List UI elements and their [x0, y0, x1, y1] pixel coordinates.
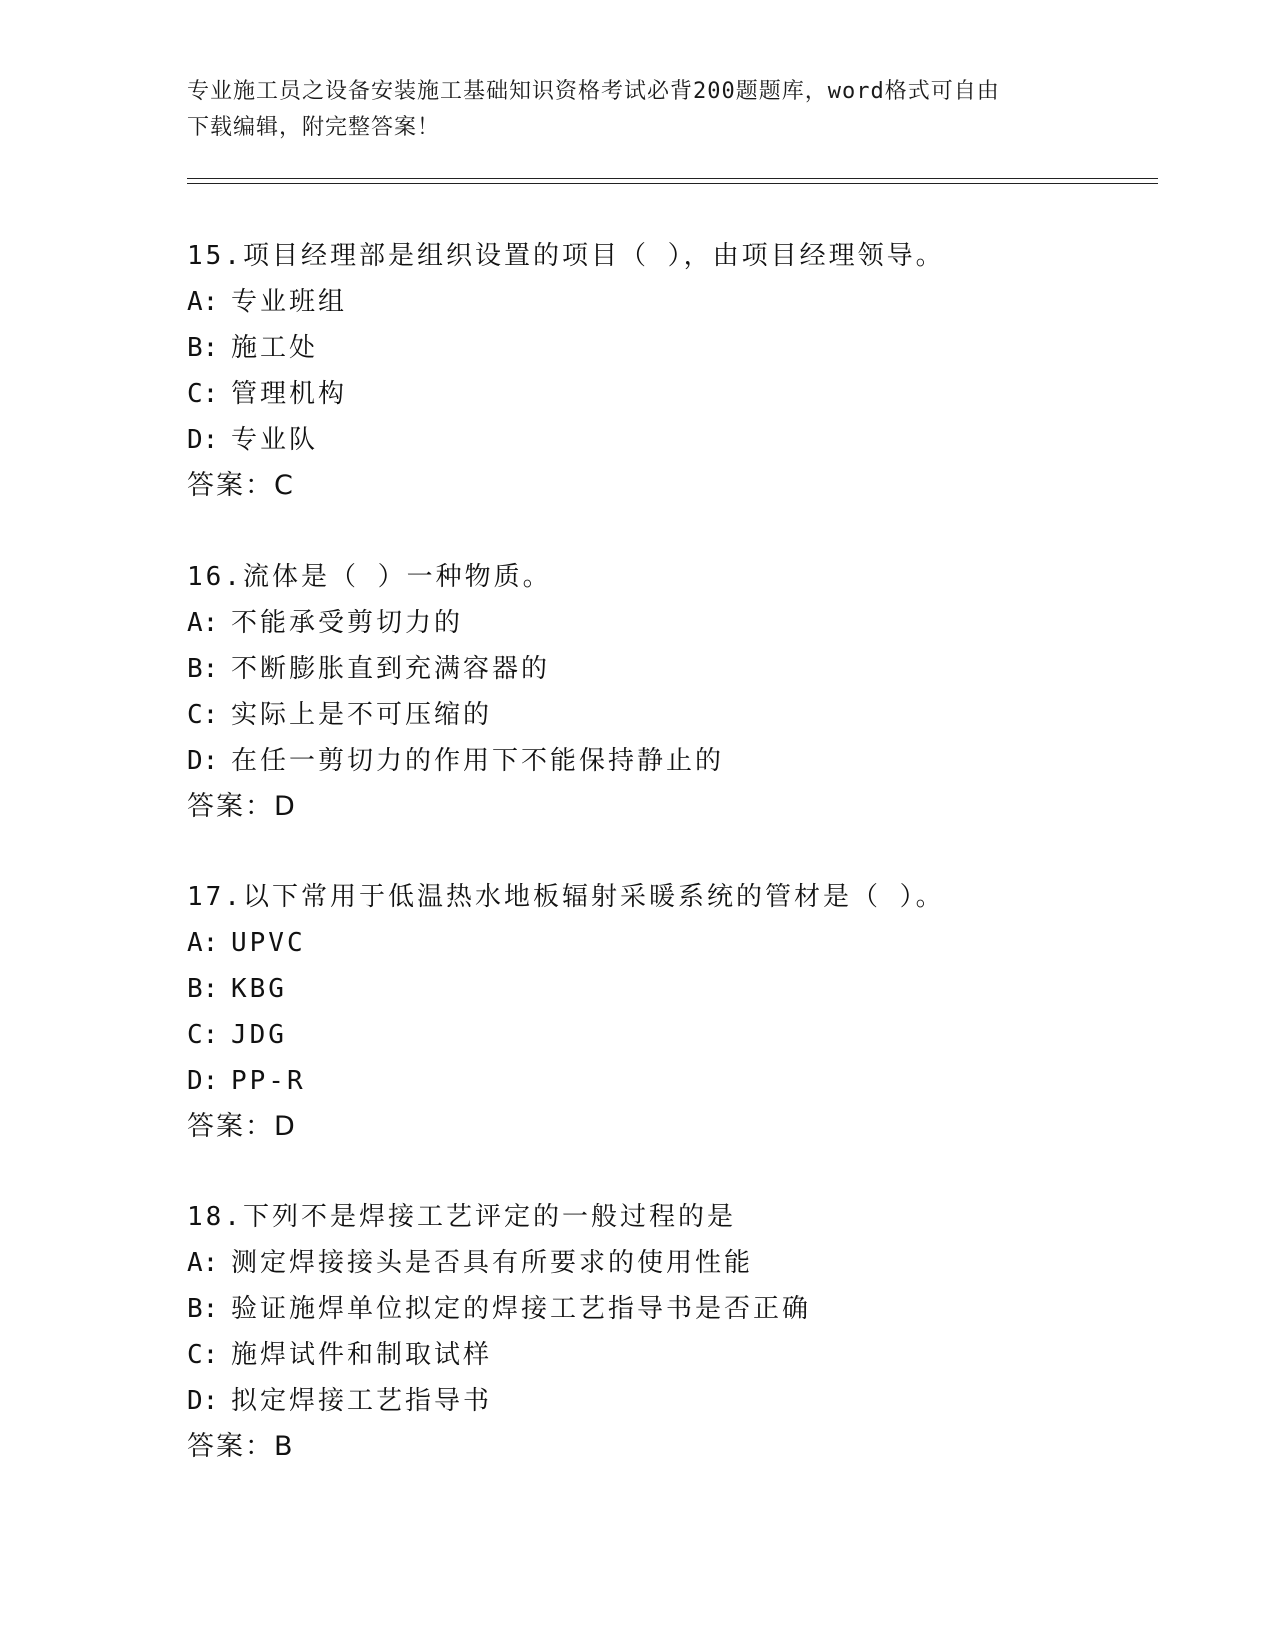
option-text: 不能承受剪切力的	[231, 608, 464, 638]
question-18	[187, 1194, 1167, 1470]
option-key: C:	[187, 379, 219, 409]
option-text: 在任一剪切力的作用下不能保持静止的	[231, 746, 725, 776]
answer-line: 答案：C	[187, 470, 295, 501]
question-16	[187, 554, 1167, 830]
option-text: 验证施焊单位拟定的焊接工艺指导书是否正确	[231, 1294, 812, 1324]
option-b	[187, 646, 1167, 692]
option-c	[187, 1012, 1167, 1058]
option-b	[187, 966, 1167, 1012]
document-header	[187, 74, 1087, 146]
option-d	[187, 417, 1167, 463]
question-stem: 15.项目经理部是组织设置的项目（ ），由项目经理领导。	[187, 241, 945, 271]
option-key: A:	[187, 928, 219, 958]
option-text: 施焊试件和制取试样	[231, 1340, 493, 1370]
option-text: 施工处	[231, 333, 319, 363]
option-key: B:	[187, 333, 219, 363]
question-17	[187, 874, 1167, 1150]
option-text: 专业队	[231, 425, 319, 455]
option-key: D:	[187, 1386, 219, 1416]
header-divider-bottom	[187, 183, 1158, 184]
option-key: A:	[187, 608, 219, 638]
option-key: C:	[187, 1340, 219, 1370]
option-b	[187, 1286, 1167, 1332]
option-text: JDG	[231, 1020, 287, 1050]
question-stem: 17.以下常用于低温热水地板辐射采暖系统的管材是（ ）。	[187, 882, 945, 912]
option-text: PP-R	[231, 1066, 306, 1096]
option-key: B:	[187, 654, 219, 684]
option-c	[187, 371, 1167, 417]
header-line-1: 专业施工员之设备安装施工基础知识资格考试必背200题题库，word格式可自由	[187, 79, 1000, 104]
question-stem: 16.流体是（ ）一种物质。	[187, 562, 552, 592]
option-text: 管理机构	[231, 379, 348, 409]
option-key: A:	[187, 1248, 219, 1278]
option-key: C:	[187, 700, 219, 730]
option-a	[187, 920, 1167, 966]
option-key: B:	[187, 974, 219, 1004]
option-text: UPVC	[231, 928, 306, 958]
option-key: C:	[187, 1020, 219, 1050]
option-text: KBG	[231, 974, 287, 1004]
option-text: 拟定焊接工艺指导书	[231, 1386, 493, 1416]
option-d	[187, 738, 1167, 784]
option-text: 专业班组	[231, 287, 348, 317]
answer-line: 答案：B	[187, 1431, 295, 1462]
option-text: 实际上是不可压缩的	[231, 700, 493, 730]
option-key: A:	[187, 287, 219, 317]
option-d	[187, 1378, 1167, 1424]
option-d	[187, 1058, 1167, 1104]
answer-line: 答案：D	[187, 1111, 297, 1142]
option-key: D:	[187, 1066, 219, 1096]
option-text: 不断膨胀直到充满容器的	[231, 654, 551, 684]
option-key: D:	[187, 425, 219, 455]
option-a	[187, 1240, 1167, 1286]
option-b	[187, 325, 1167, 371]
answer-line: 答案：D	[187, 791, 297, 822]
option-key: D:	[187, 746, 219, 776]
option-text: 测定焊接接头是否具有所要求的使用性能	[231, 1248, 754, 1278]
option-c	[187, 692, 1167, 738]
option-key: B:	[187, 1294, 219, 1324]
header-divider-top	[187, 178, 1158, 179]
option-a	[187, 600, 1167, 646]
option-c	[187, 1332, 1167, 1378]
question-15	[187, 233, 1167, 509]
option-a	[187, 279, 1167, 325]
header-line-2: 下载编辑，附完整答案！	[187, 115, 441, 140]
question-stem: 18.下列不是焊接工艺评定的一般过程的是	[187, 1202, 736, 1232]
